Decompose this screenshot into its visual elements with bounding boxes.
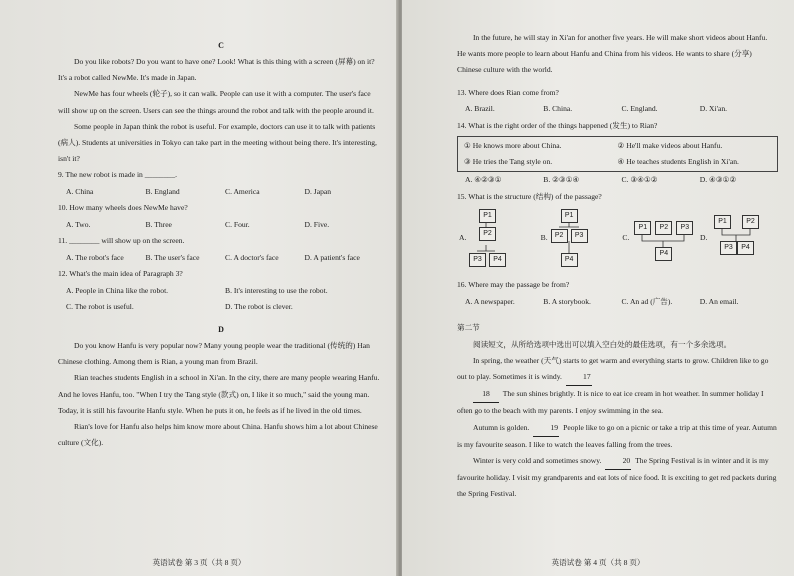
cloze-passage	[457, 353, 778, 503]
cloze-p3-start: Winter is very cold and sometimes snowy.	[473, 456, 602, 466]
passage-c-paragraph-2: NewMe has four wheels (轮子), so it can walk. People can use it with a computer. The user's face will show up on the screen. Users can see the things around the robot and talk with the people around it.	[58, 89, 374, 115]
cloze-p2-start: Autumn is golden.	[473, 422, 530, 432]
blank-20[interactable]: 20	[605, 453, 631, 470]
question-14-option-b[interactable]: B. ②③①④	[543, 175, 580, 185]
structure-c-box-p1: P1	[634, 221, 651, 235]
question-13-option-b[interactable]: B. China.	[543, 104, 573, 114]
question-13-option-d[interactable]: D. Xi'an.	[699, 104, 728, 114]
section-c-title: C	[218, 41, 224, 50]
structure-a-box-p2: P2	[479, 227, 496, 241]
structure-option-b[interactable]	[541, 209, 615, 269]
question-11	[58, 233, 384, 266]
structure-a-label: A.	[459, 233, 467, 243]
structure-b-box-p1: P1	[561, 209, 578, 223]
event-1: ① He knows more about China.	[464, 141, 562, 151]
page-footer-left: 英语试卷 第 3 页（共 8 页）	[152, 558, 246, 567]
structure-d-box-p1: P1	[714, 215, 731, 229]
structure-a-box-p3: P3	[469, 253, 486, 267]
section-d-title: D	[218, 324, 224, 334]
structure-b-box-p4: P4	[561, 253, 578, 267]
question-12	[58, 266, 384, 316]
question-9-stem: 9. The new robot is made in ________.	[58, 170, 178, 180]
blank-18[interactable]: 18	[473, 386, 499, 403]
structure-d-label: D.	[699, 233, 708, 243]
question-13-stem: 13. Where does Rian come from?	[457, 87, 559, 97]
question-16-option-d[interactable]: D. An email.	[699, 296, 739, 306]
blank-19[interactable]: 19	[533, 420, 559, 437]
structure-b-box-p2: P2	[551, 229, 568, 243]
structure-d-box-p2: P2	[742, 215, 759, 229]
question-10-option-c[interactable]: C. Four.	[225, 219, 250, 229]
event-2: ② He'll make videos about Hanfu.	[617, 141, 723, 151]
question-13	[457, 85, 778, 118]
question-12-option-d[interactable]: D. The robot is clever.	[225, 302, 293, 312]
cloze-p1-text: In spring, the weather (天气) starts to get warm and everything starts to grow. Children like to go out to play. Sometimes it is windy.	[457, 355, 769, 382]
question-10-stem: 10. How many wheels does NewMe have?	[58, 203, 188, 213]
structure-b-label: B.	[540, 233, 548, 243]
question-16	[457, 277, 778, 310]
question-12-option-b[interactable]: B. It's interesting to use the robot.	[225, 285, 328, 295]
question-11-option-d[interactable]: D. A patient's face	[304, 252, 360, 262]
question-9	[58, 167, 384, 200]
question-14-option-d[interactable]: D. ④③①②	[699, 175, 737, 185]
question-9-option-a[interactable]: A. China	[66, 186, 94, 196]
question-11-option-a[interactable]: A. The robot's face	[66, 252, 124, 262]
section-2-instructions: 阅读短文，从所给选项中选出可以填入空白处的最佳选项，有一个多余选项。	[473, 339, 732, 349]
passage-d-paragraph-2: Rian teaches students English in a school in Xi'an. In the city, there are many people wearing Hanfu. And he loves Hanfu, too. "When I try the Tang style (款式) on, I like it so much," said the young man. Today, it is still his favourite Hanfu style. When he puts it on, he feels as if he lived in the old times.	[58, 373, 380, 415]
event-4: ④ He teaches students English in Xi'an.	[617, 156, 739, 166]
events-box	[457, 136, 778, 172]
structure-option-c[interactable]	[622, 209, 696, 269]
passage-d-paragraph-1: Do you know Hanfu is very popular now? Many young people wear the traditional (传统的) Han Chinese clothing. Among them is Rian, a young man from Brazil.	[58, 340, 370, 367]
question-16-option-b[interactable]: B. A storybook.	[543, 296, 591, 306]
structure-c-box-p3: P3	[676, 221, 693, 235]
cloze-p2-rest: People like to go on a picnic or take a trip at this time of year. Autumn is my favourite season. I like to watch the leaves falling from the trees.	[457, 422, 777, 449]
question-16-option-c[interactable]: C. An ad (广告).	[621, 296, 673, 306]
page-footer-right: 英语试卷 第 4 页（共 8 页）	[551, 558, 645, 567]
structure-d-box-p3: P3	[720, 241, 737, 255]
question-11-option-c[interactable]: C. A doctor's face	[225, 252, 279, 262]
passage-d-paragraph-4: In the future, he will stay in Xi'an for another five years. He will make short videos about Hanfu. He wants more people to learn about Hanfu and China from his videos. He wants to share (分享) Chinese culture with the world.	[457, 33, 768, 75]
question-13-option-a[interactable]: A. Brazil.	[465, 104, 495, 114]
question-9-option-c[interactable]: C. America	[225, 186, 260, 196]
question-14-stem: 14. What is the right order of the things happened (发生) to Rian?	[457, 120, 658, 130]
question-12-stem: 12. What's the main idea of Paragraph 3?	[58, 269, 183, 279]
structure-c-box-p4: P4	[655, 247, 672, 261]
question-10-option-d[interactable]: D. Five.	[304, 219, 330, 229]
structure-d-box-p4: P4	[737, 241, 754, 255]
passage-d-paragraph-3: Rian's love for Hanfu also helps him know more about China. Hanfu shows him a lot about Chinese culture (文化).	[58, 421, 378, 448]
structure-c-box-p2: P2	[655, 221, 672, 235]
question-15	[457, 189, 778, 272]
question-16-option-a[interactable]: A. A newspaper.	[465, 296, 515, 306]
event-3: ③ He tries the Tang style on.	[464, 156, 553, 166]
question-12-option-c[interactable]: C. The robot is useful.	[66, 302, 134, 312]
cloze-p1-continued: The sun shines brightly. It is nice to eat ice cream in hot weather. In summer holiday I often go to the beach with my parents. I enjoy swimming in the sea.	[457, 389, 764, 416]
question-10	[58, 200, 384, 233]
structure-option-d[interactable]	[699, 209, 778, 269]
question-10-option-b[interactable]: B. Three	[145, 219, 172, 229]
blank-17[interactable]: 17	[566, 369, 592, 386]
structure-b-box-p3: P3	[571, 229, 588, 243]
question-11-stem: 11. ________ will show up on the screen.	[58, 236, 185, 246]
structure-a-box-p1: P1	[479, 209, 496, 223]
structure-c-label: C.	[622, 233, 630, 243]
structure-a-box-p4: P4	[489, 253, 506, 267]
question-14	[457, 118, 778, 189]
exam-page-4	[402, 0, 794, 576]
structure-option-a[interactable]	[459, 209, 533, 269]
question-11-option-b[interactable]: B. The user's face	[145, 252, 200, 262]
question-16-stem: 16. Where may the passage be from?	[457, 280, 570, 290]
question-9-option-d[interactable]: D. Japan	[304, 186, 332, 196]
question-12-option-a[interactable]: A. People in China like the robot.	[66, 285, 169, 295]
question-9-option-b[interactable]: B. England	[145, 186, 180, 196]
passage-c-paragraph-1: Do you like robots? Do you want to have one? Look! What is this thing with a screen (屏幕) on it? It's a robot called NewMe. It's made in Japan.	[58, 57, 375, 83]
question-14-option-c[interactable]: C. ③④①②	[621, 175, 658, 185]
cloze-p3-rest: The Spring Festival is in winter and it is my favourite holiday. I visit my grandparents and eat lots of nice food. It is exciting to get red packets during the Spring Festival.	[457, 456, 777, 499]
passage-c-paragraph-3: Some people in Japan think the robot is useful. For example, doctors can use it to talk with patients (病人). Students at universities in Tokyo can take part in the meeting without being there. It's interesting, isn't it?	[58, 121, 377, 164]
question-14-option-a[interactable]: A. ④②③①	[465, 175, 502, 185]
question-15-stem: 15. What is the structure (结构) of the passage?	[457, 191, 602, 201]
section-2-title: 第二节	[457, 323, 480, 333]
question-13-option-c[interactable]: C. England.	[621, 104, 658, 114]
question-10-option-a[interactable]: A. Two.	[66, 219, 91, 229]
